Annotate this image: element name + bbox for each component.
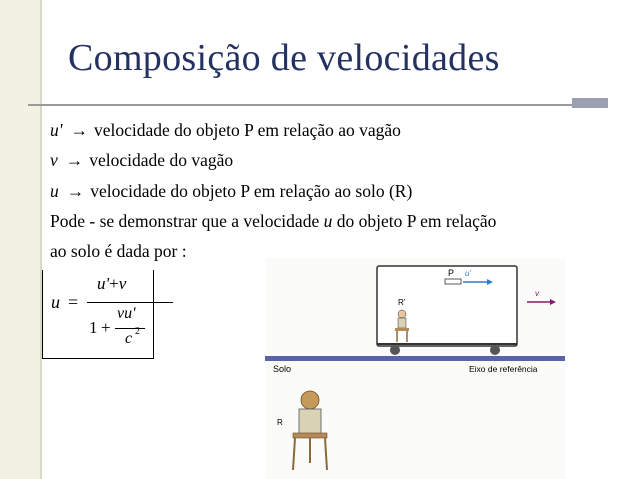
- symbol-u-inline: u: [323, 211, 333, 231]
- formula-numerator: [97, 274, 126, 294]
- symbol-u: u: [50, 181, 59, 201]
- definition-text: velocidade do objeto P em relação ao solo (R): [90, 181, 413, 201]
- formula-exponent: 2: [135, 326, 140, 337]
- formula-main-fraction-bar: [87, 302, 173, 303]
- formula-plus-denominator: +: [101, 318, 111, 337]
- formula-inner-fraction-bar: [115, 328, 145, 329]
- object-p: [445, 279, 461, 284]
- symbol-v: v: [50, 150, 58, 170]
- arrow-symbol: →: [65, 150, 84, 170]
- definition-u-prime: [50, 120, 401, 141]
- wagon-wheel-left: [390, 345, 400, 355]
- formula-c: c: [125, 330, 133, 347]
- observer-r-seat: [293, 433, 327, 438]
- formula-box: [42, 270, 154, 359]
- title-rule: [28, 104, 572, 106]
- label-r: R: [277, 418, 283, 427]
- observer-rprime-head: [398, 310, 406, 318]
- definition-text: velocidade do objeto P em relação ao vagão: [94, 120, 401, 140]
- definition-v: [50, 150, 233, 171]
- arrow-symbol: →: [66, 181, 85, 201]
- observer-rprime-body: [398, 318, 406, 328]
- definition-u: [50, 181, 412, 202]
- statement-text: Pode - se demonstrar que a velocidade: [50, 211, 324, 231]
- wagon-wheel-right: [490, 345, 500, 355]
- left-bar-divider: [40, 0, 42, 479]
- title-rule-accent: [572, 98, 608, 108]
- formula-plus: +: [109, 274, 119, 293]
- label-axis: Eixo de referência: [469, 364, 538, 374]
- statement-text: do objeto P em relação: [332, 211, 497, 231]
- symbol-u-prime: u': [50, 120, 63, 140]
- definition-text: velocidade do vagão: [89, 150, 234, 170]
- formula-vu-prime: vu': [117, 305, 136, 322]
- slide-title: Composição de velocidades: [68, 37, 500, 79]
- statement-line-1: [50, 211, 496, 232]
- statement-line-2: ao solo é dada por :: [50, 241, 187, 261]
- label-v: v: [535, 289, 539, 298]
- formula-u-prime: u': [97, 274, 110, 293]
- formula-equals: =: [68, 292, 79, 312]
- observer-r-body: [299, 409, 321, 435]
- observer-rprime-seat: [395, 328, 409, 331]
- formula-one: 1: [89, 318, 98, 337]
- ground-line: [265, 356, 565, 361]
- label-solo: Solo: [273, 364, 292, 374]
- label-p: P: [448, 268, 455, 278]
- train-illustration: [265, 258, 565, 479]
- label-r-prime: R': [398, 298, 406, 307]
- left-decorative-bar: [0, 0, 42, 479]
- label-u-prime: u': [465, 269, 471, 278]
- formula-v: v: [118, 274, 127, 293]
- observer-r-head: [301, 391, 319, 409]
- formula-lhs: u: [51, 292, 60, 312]
- arrow-symbol: →: [70, 120, 88, 140]
